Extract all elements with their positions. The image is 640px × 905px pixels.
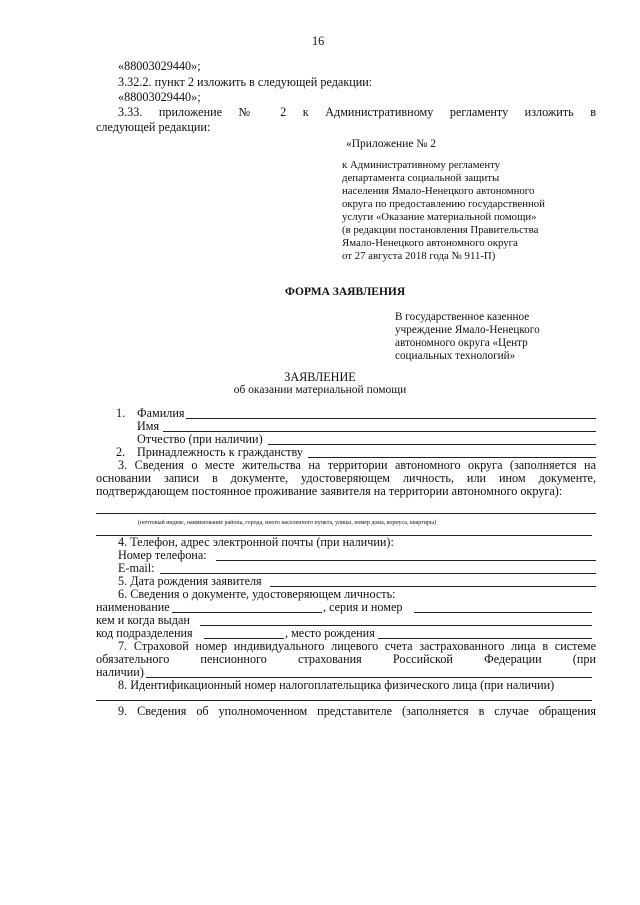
birthplace-label: , место рождения [285,626,375,640]
dept-code-label: код подразделения [96,626,193,640]
snils-text: 7. Страховой номер индивидуального лицевого счета застрахованного лица в системе [118,639,596,653]
series-field[interactable] [414,601,592,613]
patronymic-field[interactable] [268,433,596,445]
citizenship-field[interactable] [308,446,596,458]
snils-text: наличии) [96,665,144,679]
id-doc-label: 6. Сведения о документе, удостоверяющем личность: [118,587,396,601]
appendix-title: «Приложение № 2 [346,138,436,150]
text-line: 3.32.2. пункт 2 изложить в следующей редакции: [118,75,373,89]
addressee-line: социальных технологий» [395,350,516,362]
inn-field[interactable] [96,689,592,701]
appendix-line: департамента социальной защиты [342,172,500,184]
field-number: 1. [116,406,126,420]
residence-text: 3. Сведения о месте жительства на территории автономного округа (заполняется на [118,458,596,472]
statement-subtitle: об оказании материальной помощи [233,384,407,396]
addressee-line: учреждение Ямало-Ненецкого [395,324,540,336]
appendix-line: к Административному регламенту [342,159,501,171]
appendix-line: (в редакции постановления Правительства [342,224,539,236]
residence-field[interactable] [96,502,596,514]
residence-hint: (почтовый индекс, наименование района, города, иного населенного пункта, улицы, номер дома, корпуса, квартиры) [138,520,437,526]
appendix-line: населения Ямало-Ненецкого автономного [342,185,535,197]
issued-field[interactable] [200,614,592,626]
doc-name-field[interactable] [172,601,322,613]
birthplace-field[interactable] [378,627,592,639]
name-label: Имя [137,419,160,433]
text-line: «88003029440»; [118,90,201,104]
email-field[interactable] [160,562,596,574]
surname-field[interactable] [186,407,596,419]
appendix-line: округа по предоставлению государственной [342,198,545,210]
dept-code-field[interactable] [204,627,284,639]
inn-label: 8. Идентификационный номер налогоплательщика физического лица (при наличии) [118,678,555,692]
birthdate-field[interactable] [270,575,596,587]
representative-text: 9. Сведения об уполномоченном представителе (заполняется в случае обращения [118,704,596,718]
series-label: , серия и номер [323,600,403,614]
name-field[interactable] [163,420,596,432]
text-line: «88003029440»; [118,59,201,73]
addressee-line: В государственное казенное [395,311,530,323]
text-line: 3.33. приложение № 2 к Административному регламенту изложить в [118,105,596,119]
snils-text: обязательного пенсионного страхования Российской Федерации (при [96,652,596,666]
field-number: 2. [116,445,126,459]
doc-name-label: наименование [96,600,170,614]
text-line: следующей редакции: [96,120,211,134]
form-title: ФОРМА ЗАЯВЛЕНИЯ [285,286,406,298]
page-number: 16 [312,34,325,48]
appendix-line: услуги «Оказание материальной помощи» [342,211,537,223]
email-label: E-mail: [118,561,155,575]
residence-text: подтверждающем постоянное проживание заявителя на территории автономного округа): [96,484,563,498]
phone-label: Номер телефона: [118,548,207,562]
snils-field[interactable] [146,666,592,678]
appendix-line: от 27 августа 2018 года № 911-П) [342,250,496,262]
phone-field[interactable] [216,549,596,561]
birthdate-label: 5. Дата рождения заявителя [118,574,262,588]
issued-label: кем и когда выдан [96,613,190,627]
surname-label: Фамилия [137,406,185,420]
addressee-line: автономного округа «Центр [395,337,528,349]
contacts-label: 4. Телефон, адрес электронной почты (при наличии): [118,535,394,549]
citizenship-label: Принадлежность к гражданству [137,445,303,459]
appendix-line: Ямало-Ненецкого автономного округа [342,237,518,249]
statement-title: ЗАЯВЛЕНИЕ [284,370,356,384]
residence-text: основании записи в документе, удостоверяющем личность, или ином документе, [96,471,596,485]
patronymic-label: Отчество (при наличии) [137,432,263,446]
